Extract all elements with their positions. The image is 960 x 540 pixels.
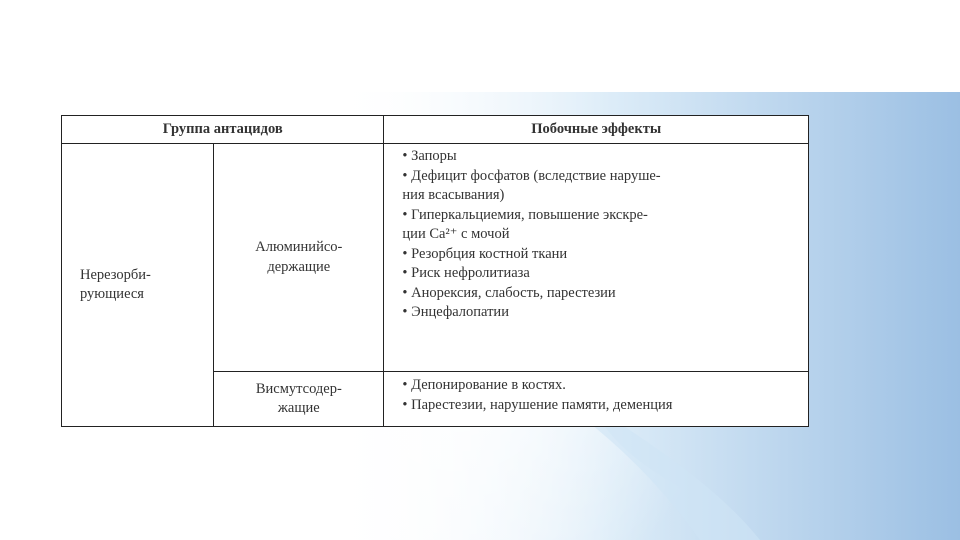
subgroup-label: Висмутсодер- жащие bbox=[255, 380, 342, 416]
effects-cell-bismuth bbox=[384, 372, 809, 427]
effect-item: • Резорбция костной ткани bbox=[402, 245, 568, 262]
effect-item: • Энцефалопатии bbox=[402, 304, 509, 320]
antacid-side-effects-table bbox=[61, 115, 809, 427]
subgroup-cell-bismuth bbox=[214, 372, 384, 427]
subgroup-cell-aluminium bbox=[214, 144, 384, 372]
effect-item: • Запоры bbox=[402, 148, 457, 164]
effect-item: • Анорексия, слабость, парестезии bbox=[402, 284, 616, 301]
subgroup-label: Алюминийсо- держащие bbox=[255, 239, 343, 275]
effect-item: • Гиперкальциемия, повышение экскре- ции Ca²⁺ с мочой bbox=[402, 206, 648, 242]
effect-item: • Дефицит фосфатов (вследствие наруше- ния всасывания) bbox=[402, 167, 661, 203]
effect-item: • Парестезии, нарушение памяти, деменция bbox=[402, 396, 673, 413]
header-group: Группа антацидов bbox=[62, 116, 384, 144]
table-header-row bbox=[62, 116, 809, 144]
table-row bbox=[62, 144, 809, 372]
effects-cell-aluminium bbox=[384, 144, 809, 372]
antacid-table-container bbox=[61, 115, 809, 427]
effect-item: • Депонирование в костях. bbox=[402, 377, 566, 393]
header-effects: Побочные эффекты bbox=[384, 116, 809, 144]
effect-item: • Риск нефролитиаза bbox=[402, 265, 530, 281]
group-label: Нерезорби- рующиеся bbox=[80, 266, 151, 302]
group-cell bbox=[62, 144, 214, 427]
